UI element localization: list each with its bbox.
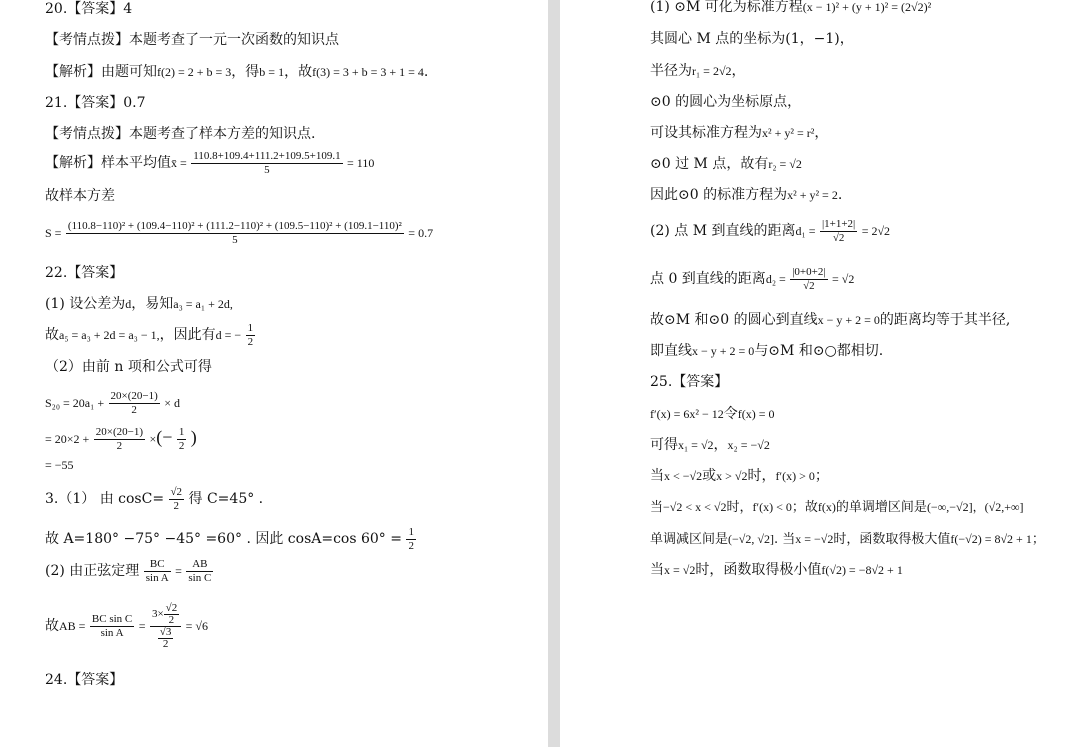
analysis-tip-20: 【考情点拨】本题考查了一元一次函数的知识点 [45, 32, 339, 48]
compound-fraction: 3× $\frac{√2}{2}$ $\frac{√3}{2}$ [150, 603, 181, 650]
answer-20: 20.【答案】4 [45, 1, 133, 17]
neg-half-fraction: $\frac{1}{2}$ [178, 425, 185, 452]
radius-r1: 半径为r₁ = 2√2， [650, 63, 746, 79]
solution-22-2: 故a₅ = a₃ + 2d = a₃ − 1,，因此有d = − $\frac{1}{2}$ [45, 321, 254, 348]
sum-eval-fraction: $\frac{20\times(20-1)}{2}$ [95, 425, 143, 452]
derivative: f′(x) = 6x² − 12令f(x) = 0 [650, 406, 775, 422]
analysis-tip-21: 【考情点拨】本题考查了样本方差的知识点. [45, 126, 316, 142]
increasing-condition: 当x < −√2或x > √2时，f′(x) > 0； [650, 468, 829, 484]
answer-21: 21.【答案】0.7 [45, 95, 146, 111]
tangent-conclusion-1: 故⊙M 和⊙0 的圆心到直线x − y + 2 = 0的距离均等于其半径, [650, 312, 1011, 328]
solution-22-3: （2）由前 n 项和公式可得 [45, 359, 212, 375]
bc-sina-fraction: $\frac{BC}{\text{sin A}}$ [145, 557, 169, 584]
right-page [560, 0, 1080, 747]
distance-d2: 点 0 到直线的距离d₂ = $\frac{|0+0+2|}{√2}$ = √2 [650, 265, 855, 292]
d1-fraction: $\frac{|1+1+2|}{√2}$ [821, 217, 856, 244]
answer-24: 24.【答案】 [45, 672, 124, 688]
sum-fraction: $\frac{20\times(20-1)}{2}$ [110, 389, 158, 416]
critical-points: 可得x₁ = √2，x₂ = −√2 [650, 437, 770, 453]
extreme-minimum: 当x = √2时，函数取得极小值f(√2) = −8√2 + 1 [650, 562, 903, 578]
ab-computation: 故AB = $\frac{\text{BC sin C}}{\text{sin A}}$ = 3× $\frac{√2}{2}$ $\frac{√3}{2}$ = √6 [45, 601, 209, 650]
circle-o-center: ⊙0 的圆心为坐标原点， [650, 94, 802, 110]
center-m: 其圆心 M 点的坐标为(1，−1)， [650, 31, 854, 47]
circle-o-form: 可设其标准方程为x² + y² = r²， [650, 125, 829, 141]
variance-formula: S = (110.8−110)² + (109.4−110)² + (111.2−110)² + (109.5−110)² + (109.1−110)² 5 = 0.7 [45, 219, 434, 246]
solution-23-1: 3.（1） 由 cosC= $\frac{√2}{2}$ 得 C=45° . [45, 485, 264, 512]
circle-o-equation: 因此⊙0 的标准方程为x² + y² = 2. [650, 187, 843, 203]
circle-m-equation: (1) ⊙M 可化为标准方程(x − 1)² + (y + 1)² = (2√2)² [650, 0, 932, 15]
solution-21: 【解析】样本平均值x̄ = $\frac{110.8+109.4+111.2+109.5+109.1}{5}$ = 110 [45, 149, 375, 176]
solution-20: 【解析】由题可知f(2) = 2 + b = 3，得b = 1，故f(3) = 3 + b = 3 + 1 = 4. [45, 64, 429, 80]
solution-22-1: (1) 设公差为d，易知a₃ = a₁ + 2d, [45, 296, 233, 312]
tangent-conclusion-2: 即直线x − y + 2 = 0与⊙M 和⊙○都相切. [650, 343, 884, 359]
page-gutter [548, 0, 560, 747]
d2-fraction: $\frac{|0+0+2|}{√2}$ [792, 265, 826, 292]
sum-result: = −55 [45, 458, 74, 472]
increasing-interval: 当−√2 < x < √2时，f′(x) < 0；故f(x)的单调增区间是(−∞,−√2]，(√2,+∞] [650, 500, 1024, 515]
sum-formula: S₂₀ = 20a₁ + $\frac{20\times(20-1)}{2}$ × d [45, 389, 181, 416]
ab-fraction: $\frac{\text{BC sin C}}{\text{sin A}}$ [91, 612, 133, 639]
answer-25: 25.【答案】 [650, 374, 729, 390]
variance-fraction: (110.8−110)² + (109.4−110)² + (111.2−110)² + (109.5−110)² + (109.1−110)² 5 [67, 219, 402, 246]
fraction-half: $\frac{1}{2}$ [247, 321, 254, 348]
cos-a-fraction: $\frac{1}{2}$ [408, 525, 414, 552]
solution-23-2: 故 A=180° −75° −45° =60° . 因此 cosA=cos 60° = $\frac{1}{2}$ [45, 525, 414, 552]
sine-rule: (2) 由正弦定理 $\frac{BC}{\text{sin A}}$ = $\frac{AB}{\text{sin C}}$ [45, 557, 212, 584]
mean-fraction: $\frac{110.8+109.4+111.2+109.5+109.1}{5}$ [193, 149, 341, 176]
radius-r2: ⊙0 过 M 点，故有r₂ = √2 [650, 156, 802, 172]
ab-sinc-fraction: $\frac{AB}{\text{sin C}}$ [188, 557, 212, 584]
distance-d1: (2) 点 M 到直线的距离d₁ = $\frac{|1+1+2|}{√2}$ = 2√2 [650, 217, 891, 244]
cos-c-fraction: $\frac{√2}{2}$ [170, 485, 183, 512]
answer-22: 22.【答案】 [45, 265, 124, 281]
variance-label: 故样本方差 [45, 188, 115, 204]
extreme-maximum: 单调减区间是(−√2, √2]. 当x = −√2时，函数取得极大值f(−√2) = 8√2 + 1； [650, 532, 1045, 547]
sum-evaluation: = 20×2 + $\frac{20\times(20-1)}{2}$ ×(− $\frac{1}{2}$ ) [45, 425, 197, 452]
